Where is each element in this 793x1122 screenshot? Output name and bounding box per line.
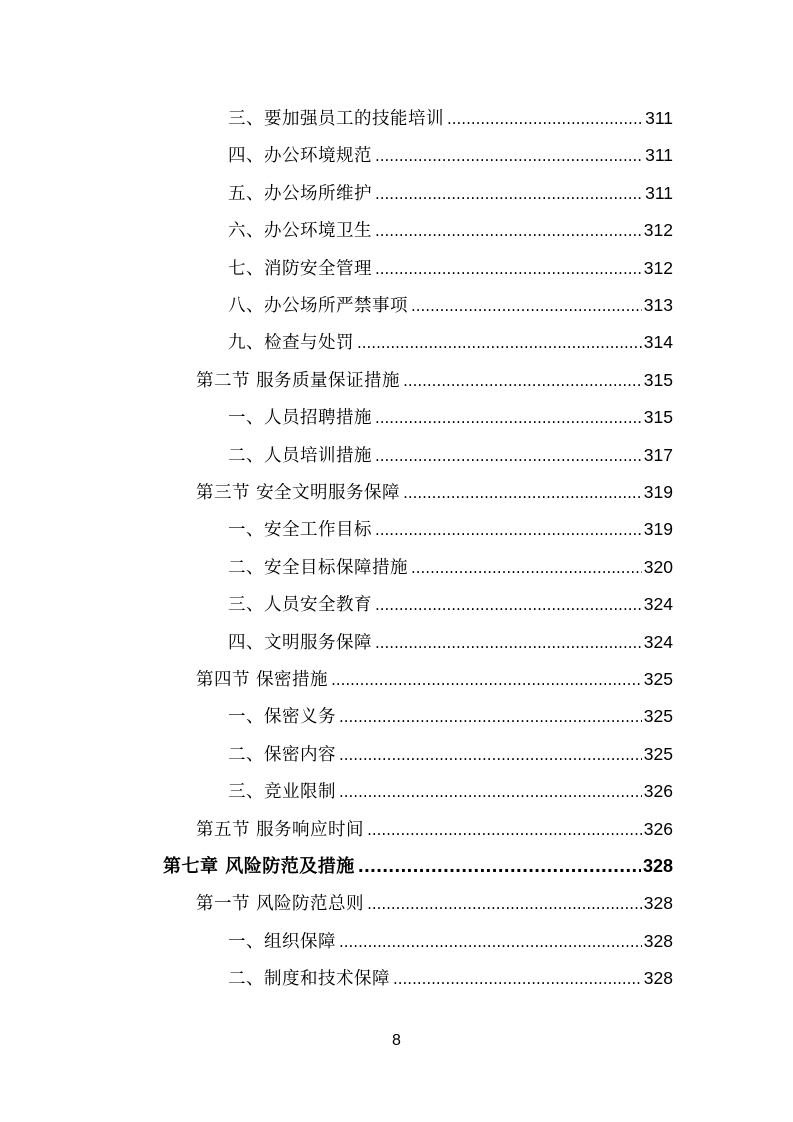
toc-entry-page: 320 [643, 556, 673, 577]
page-number: 8 [392, 1032, 401, 1049]
toc-entry[interactable] [228, 324, 673, 361]
toc-entry[interactable] [228, 250, 673, 287]
toc-entry-page: 314 [643, 332, 673, 353]
toc-entry[interactable] [228, 549, 673, 586]
dot-leader [339, 924, 642, 961]
toc-entry[interactable] [228, 624, 673, 661]
toc-entry-page: 315 [643, 369, 673, 390]
toc-entry-title: 第一节 风险防范总则 [196, 894, 365, 915]
toc-entry[interactable] [228, 586, 673, 623]
toc-entry-title: 九、检查与处罚 [228, 333, 354, 354]
dot-leader [357, 325, 642, 362]
toc-entry-title: 第七章 风险防范及措施 [163, 856, 355, 877]
toc-entry[interactable] [196, 811, 673, 848]
toc-entry-title: 第四节 保密措施 [196, 670, 329, 690]
toc-entry-title: 一、人员招聘措施 [228, 408, 372, 429]
toc-entry-page: 311 [645, 145, 673, 166]
dot-leader [375, 176, 643, 213]
toc-entry[interactable] [228, 287, 673, 324]
toc-entry-title: 第二节 服务质量保证措施 [196, 370, 401, 391]
toc-entry-title: 三、要加强员工的技能培训 [228, 109, 444, 129]
toc-entry-title: 一、组织保障 [228, 931, 336, 952]
toc-entry-page: 324 [643, 594, 673, 615]
toc-entry-title: 二、保密内容 [228, 744, 336, 765]
dot-leader [339, 737, 642, 774]
dot-leader [375, 438, 642, 475]
toc-entry-page: 312 [643, 220, 673, 241]
toc-entry[interactable] [196, 885, 673, 922]
dot-leader [375, 512, 642, 549]
toc-entry-title: 三、竞业限制 [228, 782, 336, 803]
dot-leader [367, 812, 642, 849]
toc-entry-title: 六、办公环境卫生 [228, 221, 372, 242]
toc-entry-page: 325 [643, 706, 673, 727]
toc-entry[interactable] [228, 437, 673, 474]
toc-entry-title: 七、消防安全管理 [228, 258, 372, 279]
toc-entry[interactable] [228, 736, 673, 773]
dot-leader [339, 699, 642, 736]
dot-leader [339, 774, 642, 811]
toc-entry-title: 二、制度和技术保障 [228, 969, 390, 990]
toc-entry-page: 311 [645, 182, 673, 203]
toc-entry-title: 第五节 服务响应时间 [196, 819, 365, 840]
dot-leader [358, 848, 641, 885]
dot-leader [393, 961, 642, 998]
toc-entry[interactable] [228, 511, 673, 548]
toc-entry-title: 二、人员培训措施 [228, 445, 372, 466]
toc-entry[interactable] [228, 960, 673, 997]
toc-entry-page: 317 [643, 444, 673, 465]
toc-entry-page: 319 [643, 519, 673, 540]
toc-entry-page: 326 [643, 818, 673, 839]
toc-entry[interactable] [196, 362, 673, 399]
toc-entry-page: 311 [645, 108, 673, 128]
dot-leader [403, 363, 642, 400]
dot-leader [331, 662, 642, 699]
dot-leader [367, 886, 642, 923]
dot-leader [375, 625, 642, 662]
toc-entry[interactable] [196, 474, 673, 511]
dot-leader [411, 288, 642, 325]
toc-entry[interactable] [228, 100, 673, 137]
toc-entry[interactable] [228, 923, 673, 960]
dot-leader [411, 550, 642, 587]
toc-entry-title: 三、人员安全教育 [228, 595, 372, 616]
dot-leader [375, 138, 643, 175]
toc-entry[interactable] [228, 175, 673, 212]
toc-entry-chapter[interactable] [163, 848, 673, 885]
dot-leader [375, 587, 642, 624]
toc-entry-page: 328 [643, 968, 673, 989]
toc-entry[interactable] [228, 137, 673, 174]
toc-entry-page: 328 [642, 856, 673, 876]
toc-entry-title: 五、办公场所维护 [228, 183, 372, 204]
toc-entry[interactable] [228, 399, 673, 436]
toc-entry-title: 四、办公环境规范 [228, 146, 372, 167]
toc-entry-page: 319 [643, 482, 673, 502]
dot-leader [375, 400, 642, 437]
dot-leader [375, 251, 642, 288]
toc-entry[interactable] [228, 773, 673, 810]
toc-entry-page: 325 [643, 743, 673, 764]
toc-entry-page: 324 [643, 631, 673, 652]
toc-entry-page: 312 [643, 257, 673, 278]
toc-entry-page: 328 [643, 930, 673, 951]
toc-entry-title: 四、文明服务保障 [228, 632, 372, 653]
toc-entry-title: 一、安全工作目标 [228, 520, 372, 541]
toc-entry-page: 325 [643, 669, 673, 689]
toc-entry[interactable] [196, 661, 673, 698]
toc-entry-title: 八、办公场所严禁事项 [228, 296, 408, 316]
toc-entry-page: 313 [643, 295, 673, 315]
toc-entry-page: 315 [643, 407, 673, 428]
toc-entry-title: 二、安全目标保障措施 [228, 557, 408, 578]
toc-entry-title: 一、保密义务 [228, 707, 336, 728]
toc-entry-page: 328 [643, 893, 673, 914]
toc-entry-page: 326 [643, 781, 673, 802]
toc-entry[interactable] [228, 698, 673, 735]
dot-leader [447, 101, 643, 138]
toc-entry-title: 第三节 安全文明服务保障 [196, 483, 401, 503]
toc-entry[interactable] [228, 212, 673, 249]
dot-leader [403, 475, 642, 512]
dot-leader [375, 213, 642, 250]
